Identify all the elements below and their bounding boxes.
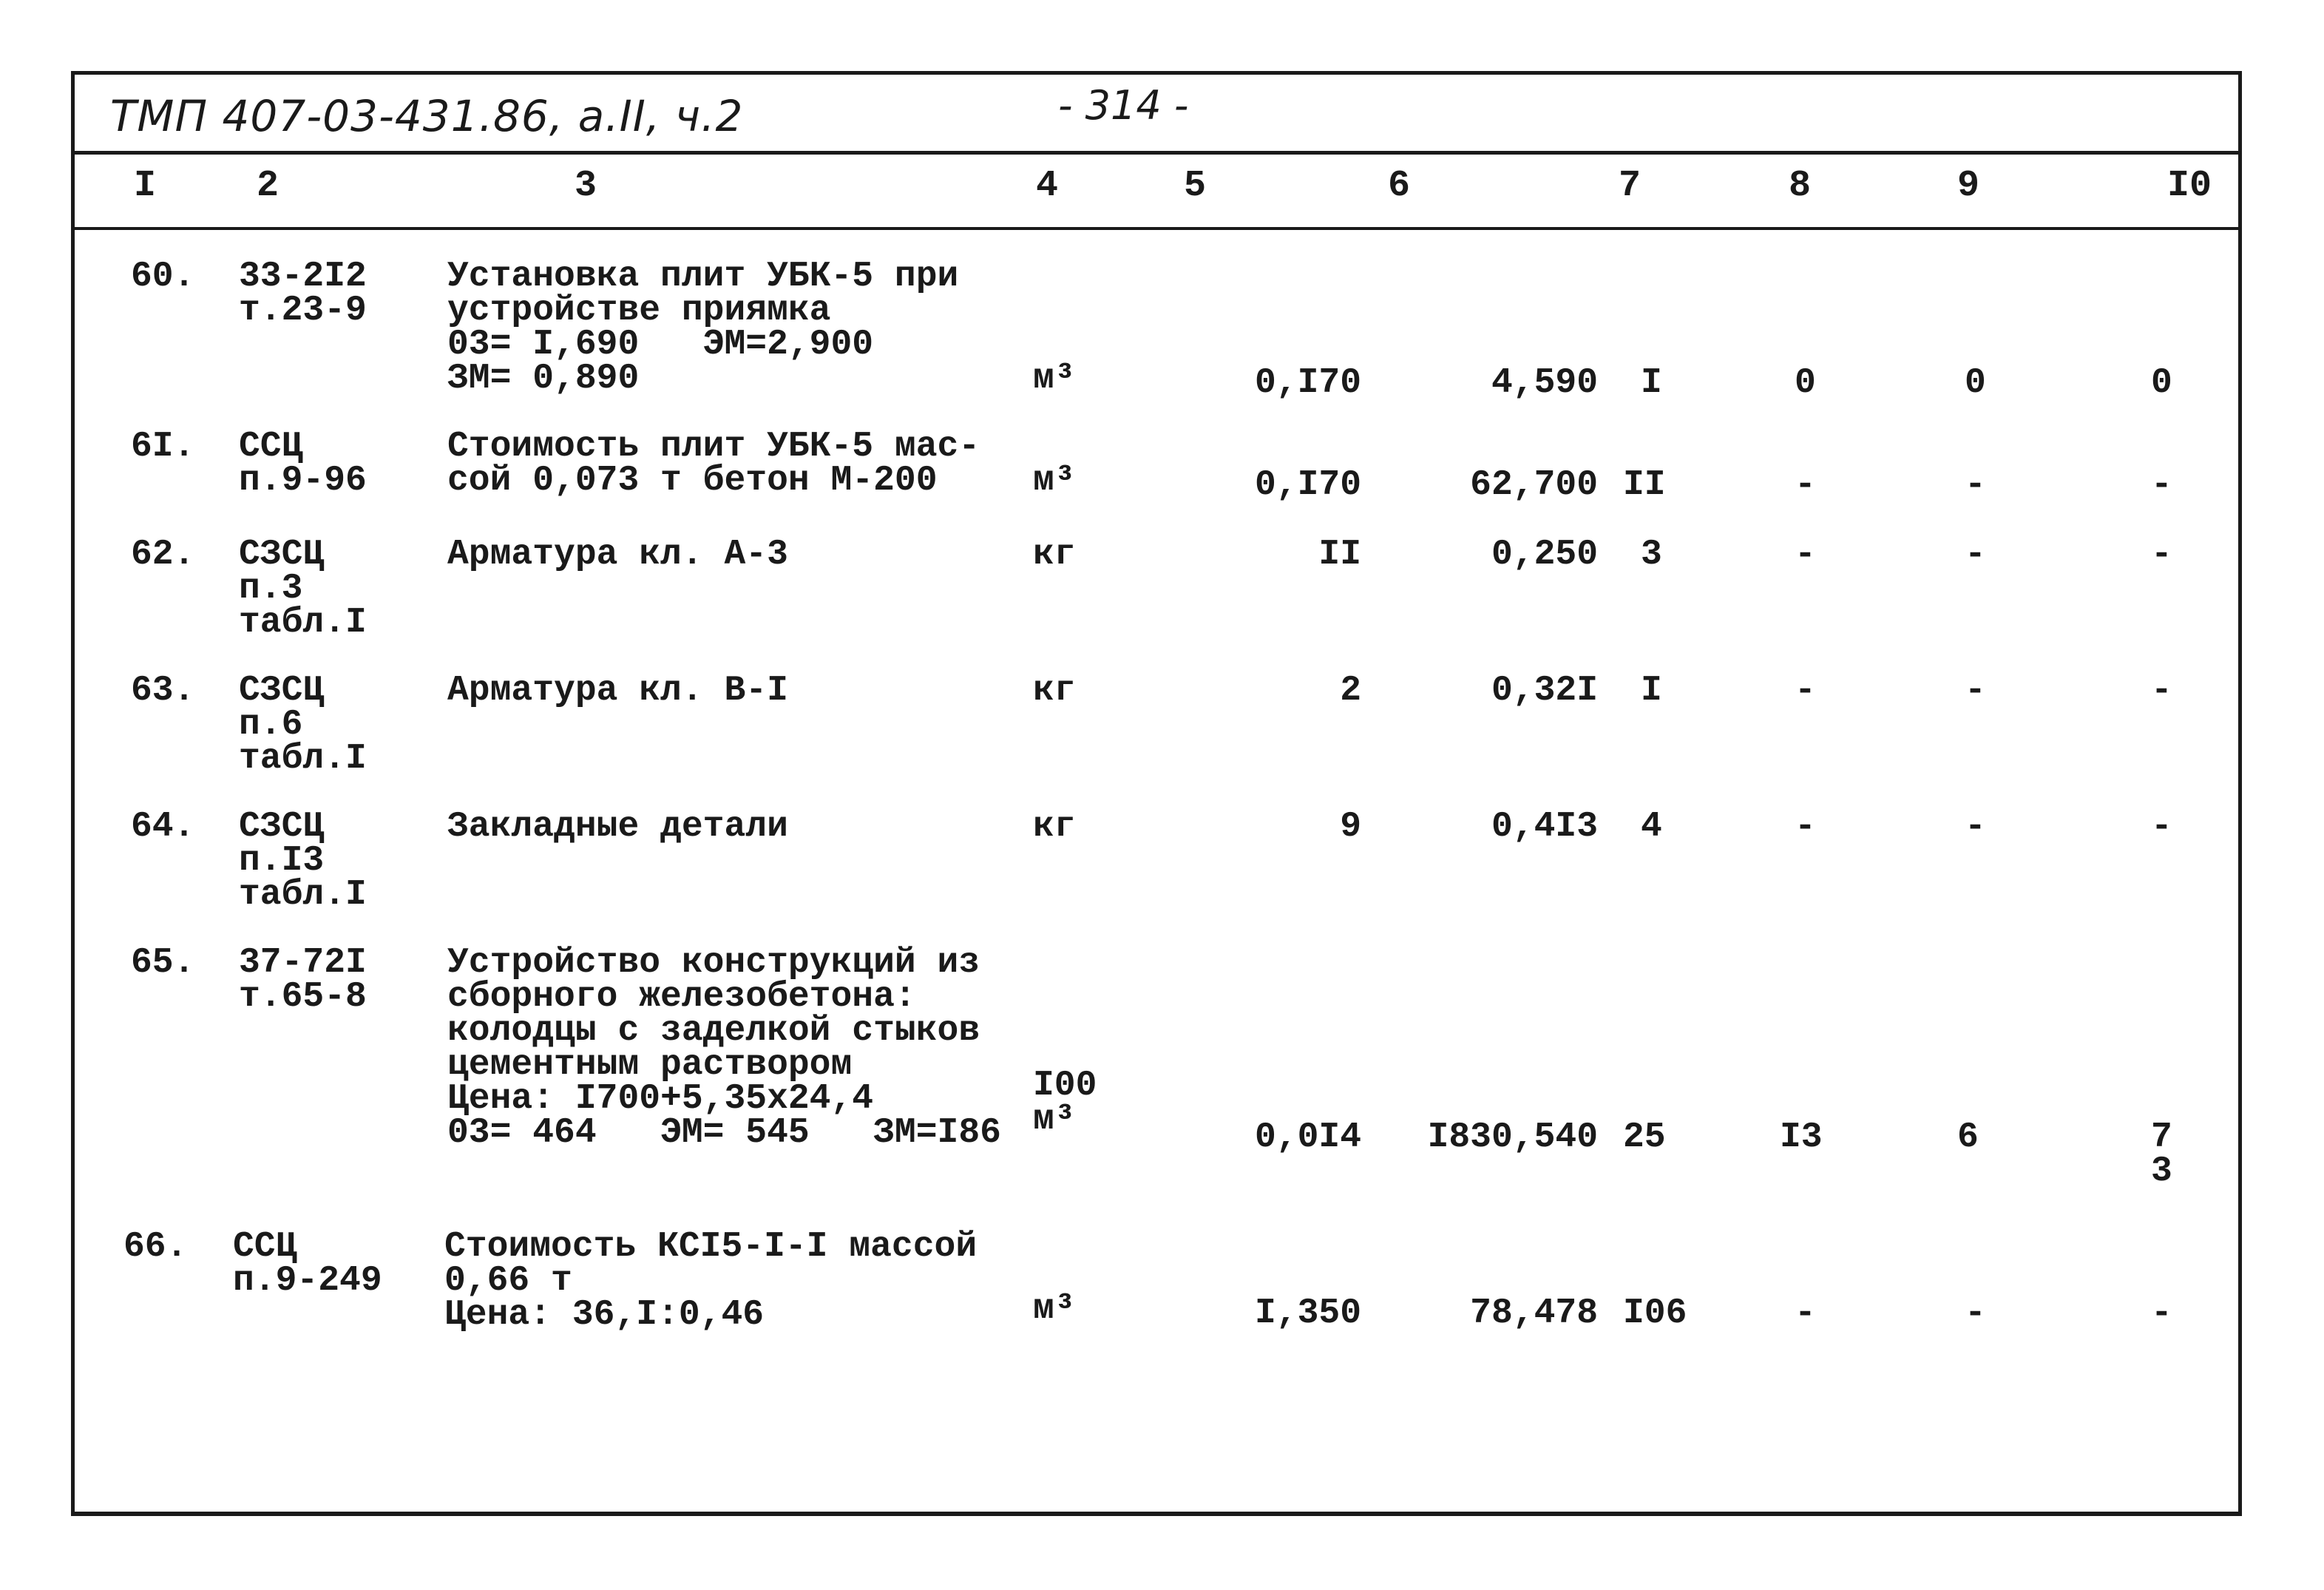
document-code: ТМП 407-03-431.86, а.II, ч.2: [110, 91, 744, 141]
col-10-value: -: [2151, 671, 2172, 711]
unit: м³: [1033, 461, 1076, 501]
row-number: 65.: [131, 943, 195, 983]
col-9-value: -: [1965, 671, 1986, 711]
row-number: 60.: [131, 257, 195, 297]
norm-code: 37-72I т.65-8: [239, 943, 367, 1017]
col-8-value: -: [1795, 807, 1816, 847]
column-header-10: I0: [2167, 165, 2212, 207]
col-10-value: -: [2151, 1293, 2172, 1333]
col-8-value: -: [1795, 465, 1816, 505]
work-description: Устройство конструкций из сборного железобетона: колодцы с заделкой стыков цементным раствором Цена: I700+5,35х24,4 03= 464 ЭМ= 545 ЗМ=I86: [447, 943, 1001, 1153]
norm-code: 33-2I2 т.23-9: [239, 257, 367, 331]
work-description: Стоимость плит УБК-5 мас- сой 0,073 т бетон М-200: [447, 427, 980, 501]
col-9-value: 6: [1957, 1117, 1979, 1157]
col-9-value: 0: [1965, 363, 1986, 403]
col-10-value: -: [2151, 535, 2172, 575]
col-8-value: 0: [1795, 363, 1816, 403]
unit-price: 4,590: [1491, 363, 1598, 403]
col-7-value: 4: [1641, 807, 1662, 847]
document-frame: [71, 71, 2242, 1516]
work-description: Стоимость КСI5-I-I массой 0,66 т Цена: 36,I:0,46: [444, 1227, 978, 1335]
col-8-value: -: [1795, 535, 1816, 575]
row-number: 63.: [131, 671, 195, 711]
column-header-row: [75, 155, 2238, 230]
row-number: 62.: [131, 535, 195, 575]
unit: кг: [1033, 807, 1076, 847]
unit-price: 0,4I3: [1491, 807, 1598, 847]
col-10-value: 0: [2151, 363, 2172, 403]
col-9-value: -: [1965, 535, 1986, 575]
unit: кг: [1033, 535, 1076, 575]
row-number: 66.: [123, 1227, 188, 1267]
col-10-value: -: [2151, 465, 2172, 505]
column-header-5: 5: [1184, 165, 1207, 207]
col-9-value: -: [1965, 465, 1986, 505]
unit-price: I830,540: [1427, 1117, 1598, 1157]
work-description: Установка плит УБК-5 при устройстве приямка 03= I,690 ЭМ=2,900 ЗМ= 0,890: [447, 257, 959, 399]
work-description: Закладные детали: [447, 807, 788, 847]
row-number: 6I.: [131, 427, 195, 467]
unit-price: 0,32I: [1491, 671, 1598, 711]
col-7-value: I: [1641, 671, 1662, 711]
norm-code: ССЦ п.9-249: [233, 1227, 382, 1301]
col-9-value: -: [1965, 807, 1986, 847]
column-header-3: 3: [575, 165, 597, 207]
col-7-value: I06: [1623, 1293, 1687, 1333]
column-header-6: 6: [1388, 165, 1411, 207]
unit-price: 0,250: [1491, 535, 1598, 575]
row-number: 64.: [131, 807, 195, 847]
quantity: 0,I70: [1254, 363, 1361, 403]
col-8-value: -: [1795, 671, 1816, 711]
column-header-8: 8: [1789, 165, 1812, 207]
title-bar: [75, 75, 2238, 155]
unit-price: 78,478: [1470, 1293, 1598, 1333]
quantity: 9: [1340, 807, 1361, 847]
column-header-9: 9: [1957, 165, 1980, 207]
col-7-value: 25: [1623, 1117, 1666, 1157]
unit: кг: [1033, 671, 1076, 711]
col-8-value: I3: [1780, 1117, 1823, 1157]
unit: м³: [1033, 1289, 1076, 1329]
column-header-7: 7: [1619, 165, 1642, 207]
unit-price: 62,700: [1470, 465, 1598, 505]
col-9-value: -: [1965, 1293, 1986, 1333]
col-7-value: II: [1623, 465, 1666, 505]
unit: I00 м³: [1033, 1066, 1097, 1140]
quantity: 0,0I4: [1254, 1117, 1361, 1157]
col-7-value: 3: [1641, 535, 1662, 575]
col-7-value: I: [1641, 363, 1662, 403]
work-description: Арматура кл. А-3: [447, 535, 788, 575]
norm-code: СЗСЦ п.6 табл.I: [239, 671, 367, 779]
page-number: - 314 -: [1058, 82, 1189, 129]
col-10-value: -: [2151, 807, 2172, 847]
column-header-1: I: [134, 165, 157, 207]
col-10-value: 7 3: [2151, 1117, 2172, 1191]
quantity: 2: [1340, 671, 1361, 711]
column-header-2: 2: [257, 165, 280, 207]
norm-code: ССЦ п.9-96: [239, 427, 367, 501]
work-description: Арматура кл. В-I: [447, 671, 788, 711]
quantity: 0,I70: [1254, 465, 1361, 505]
column-header-4: 4: [1036, 165, 1059, 207]
unit: м³: [1033, 359, 1076, 399]
quantity: I,350: [1254, 1293, 1361, 1333]
col-8-value: -: [1795, 1293, 1816, 1333]
norm-code: СЗСЦ п.I3 табл.I: [239, 807, 367, 915]
norm-code: СЗСЦ п.3 табл.I: [239, 535, 367, 643]
quantity: II: [1318, 535, 1361, 575]
